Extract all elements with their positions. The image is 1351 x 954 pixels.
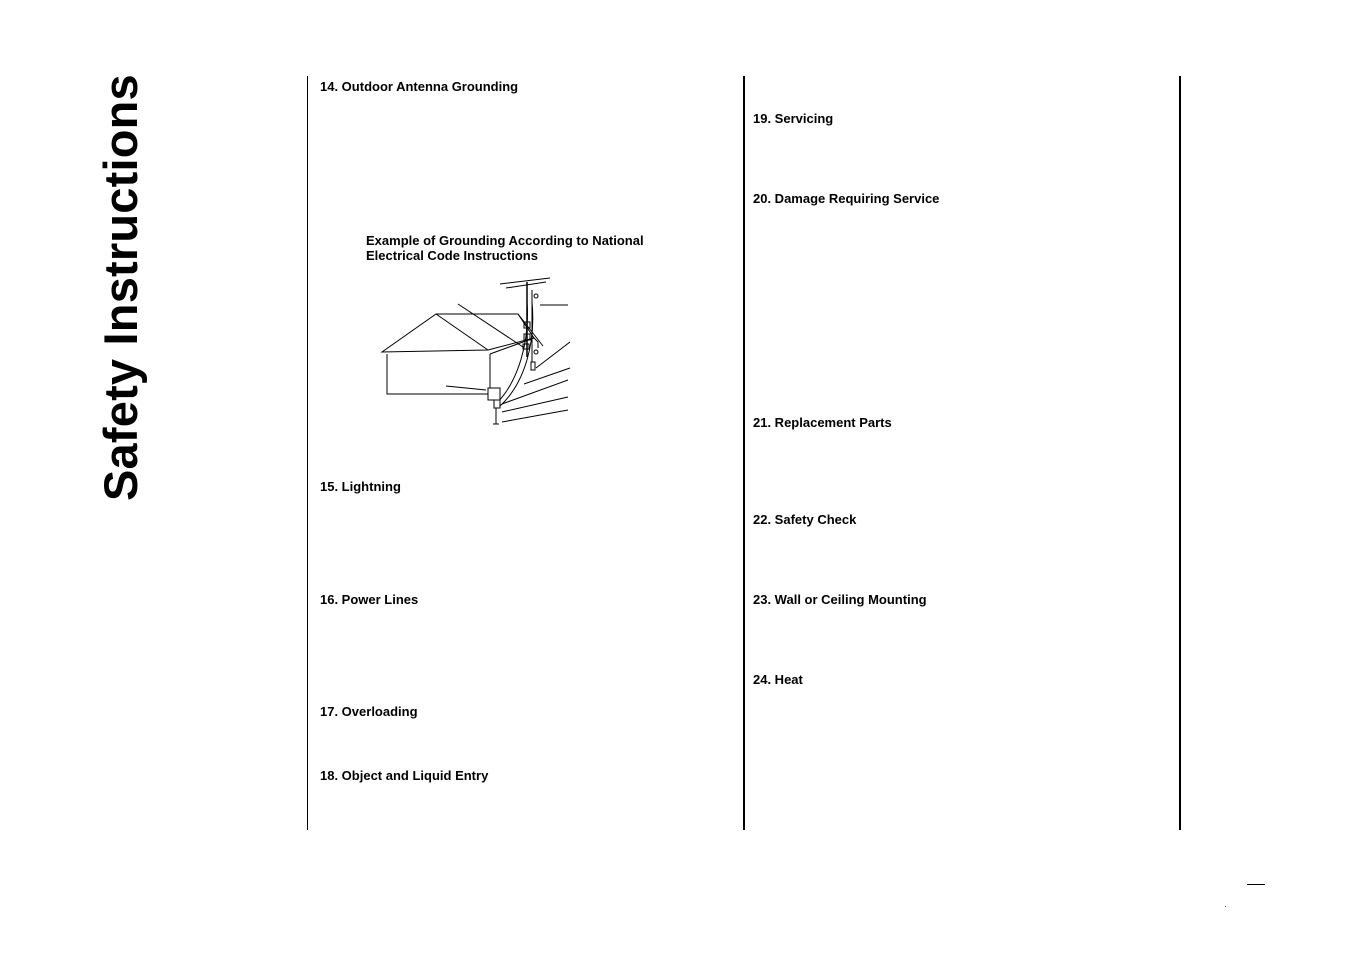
figure-caption-line-1: Example of Grounding According to National [366,233,644,248]
figure-caption [366,233,696,263]
heading-servicing: 19. Servicing [753,111,834,126]
heading-damage-requiring-service: 20. Damage Requiring Service [753,191,940,206]
heading-power-lines: 16. Power Lines [320,592,419,607]
page-number-rule [1247,884,1265,885]
column-divider-right [1179,76,1181,830]
heading-safety-check: 22. Safety Check [753,512,857,527]
heading-wall-ceiling-mounting: 23. Wall or Ceiling Mounting [753,592,927,607]
antenna-grounding-diagram [378,272,573,430]
figure-caption-line-2: Electrical Code Instructions [366,248,538,263]
heading-object-liquid-entry: 18. Object and Liquid Entry [320,768,489,783]
service-box [488,388,500,400]
page-mark [1225,906,1226,907]
page-side-title: Safety Instructions [94,74,147,501]
heading-replacement-parts: 21. Replacement Parts [753,415,892,430]
heading-heat: 24. Heat [753,672,803,687]
antenna-elements [500,278,550,284]
heading-lightning: 15. Lightning [320,479,401,494]
column-divider-left [307,76,308,830]
heading-outdoor-antenna-grounding: 14. Outdoor Antenna Grounding [320,79,519,94]
house-outline [387,354,490,394]
column-divider-middle [743,76,745,830]
heading-overloading: 17. Overloading [320,704,418,719]
